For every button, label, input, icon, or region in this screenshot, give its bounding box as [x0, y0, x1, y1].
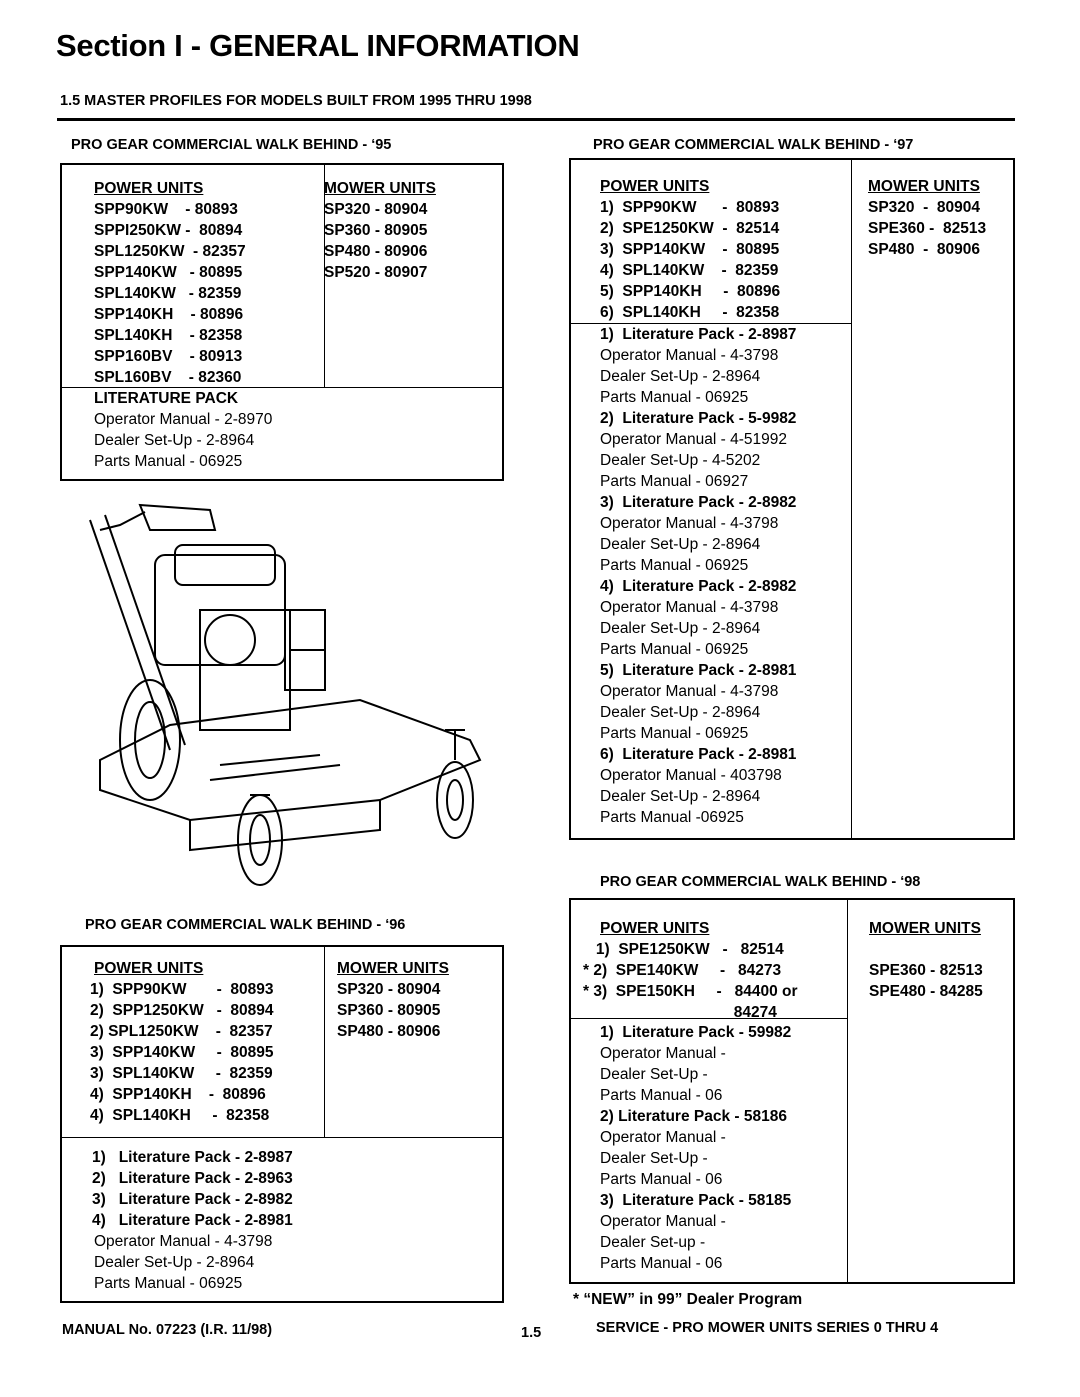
literature-item: Parts Manual - 06: [600, 1171, 723, 1188]
mower-unit-item: SP480 - 80906: [324, 243, 428, 260]
literature-item: Parts Manual - 06925: [94, 1275, 243, 1292]
mower-unit-item: SP320 - 80904: [337, 981, 441, 998]
page-title: Section I - GENERAL INFORMATION: [56, 28, 580, 63]
table-98: [569, 898, 1015, 1284]
literature-item: Dealer Set-Up - 4-5202: [600, 452, 761, 469]
power-units-list: [94, 199, 246, 388]
literature-item: Parts Manual -06925: [600, 809, 744, 826]
mower-units-list: [868, 197, 986, 260]
power-unit-item: 2) SPE1250KW - 82514: [600, 220, 780, 237]
literature-item: Dealer Set-Up - 2-8964: [94, 432, 255, 449]
literature-pack-item: 3) Literature Pack - 2-8982: [92, 1191, 293, 1208]
power-unit-item: 5) SPP140KH - 80896: [600, 283, 781, 300]
literature-item: Dealer Set-Up -: [600, 1150, 708, 1167]
power-units-header: POWER UNITS: [94, 180, 204, 197]
mower-unit-item: [869, 939, 983, 960]
new-program-note: * “NEW” in 99” Dealer Program: [573, 1291, 803, 1308]
literature-pack-item: 2) Literature Pack - 2-8963: [92, 1170, 293, 1187]
literature-pack-header: LITERATURE PACK: [94, 390, 239, 407]
power-unit-item: 2) SPL1250KW - 82357: [90, 1023, 273, 1040]
power-unit-item: 1) SPP90KW - 80893: [90, 981, 274, 998]
literature-item: 4) Literature Pack - 2-8982: [600, 578, 797, 595]
mower-unit-item: SPE360 - 82513: [868, 220, 987, 237]
power-unit-item: * 2) SPE140KW - 84273: [583, 962, 782, 979]
literature-item: Operator Manual - 403798: [600, 767, 782, 784]
mower-unit-item: SPE480 - 84285: [869, 983, 983, 1000]
literature-item: Parts Manual - 06: [600, 1255, 723, 1272]
literature-item: Parts Manual - 06925: [94, 453, 243, 470]
mower-units-header: MOWER UNITS: [869, 920, 981, 937]
heading-96: PRO GEAR COMMERCIAL WALK BEHIND - ‘96: [85, 917, 406, 933]
literature-item: 2) Literature Pack - 58186: [600, 1108, 787, 1125]
literature-item: 5) Literature Pack - 2-8981: [600, 662, 797, 679]
literature-item: Parts Manual - 06925: [600, 557, 749, 574]
literature-item: Operator Manual - 4-3798: [600, 515, 779, 532]
power-unit-item: SPL160BV - 82360: [94, 369, 242, 386]
page-number: 1.5: [521, 1325, 542, 1341]
literature-pack-list: [92, 1147, 293, 1231]
power-unit-item: 84274: [583, 1004, 777, 1021]
literature-item: Parts Manual - 06925: [600, 389, 749, 406]
literature-list: [94, 1231, 272, 1294]
mower-units-list: [869, 939, 983, 1002]
literature-list: [600, 1022, 791, 1274]
power-unit-item: SPL140KH - 82358: [94, 327, 243, 344]
power-unit-item: SPP90KW - 80893: [94, 201, 238, 218]
mower-unit-item: SP360 - 80905: [324, 222, 428, 239]
table-95: [60, 163, 504, 481]
mower-unit-item: SP320 - 80904: [324, 201, 428, 218]
mower-unit-item: SP480 - 80906: [868, 241, 981, 258]
power-units-list: [600, 197, 780, 323]
table-96: [60, 945, 504, 1303]
power-units-list: [583, 939, 798, 1023]
literature-item: 6) Literature Pack - 2-8981: [600, 746, 797, 763]
walk-behind-mower-illustration: [60, 500, 500, 890]
title-rule: [57, 118, 1015, 121]
power-unit-item: SPL1250KW - 82357: [94, 243, 246, 260]
power-unit-item: 3) SPP140KW - 80895: [90, 1044, 274, 1061]
power-unit-item: 2) SPP1250KW - 80894: [90, 1002, 274, 1019]
power-unit-item: SPPI250KW - 80894: [94, 222, 243, 239]
literature-item: Dealer Set-Up - 2-8964: [600, 536, 761, 553]
mower-units-header: MOWER UNITS: [324, 180, 436, 197]
mower-units-list: [324, 199, 427, 283]
power-units-header: POWER UNITS: [94, 960, 204, 977]
literature-item: Dealer Set-Up -: [600, 1066, 708, 1083]
mower-unit-item: SP320 - 80904: [868, 199, 981, 216]
power-unit-item: 4) SPL140KH - 82358: [90, 1107, 270, 1124]
literature-item: Parts Manual - 06: [600, 1087, 723, 1104]
power-units-list: [90, 979, 274, 1126]
power-unit-item: * 3) SPE150KH - 84400 or: [583, 983, 798, 1000]
literature-item: Operator Manual -: [600, 1045, 726, 1062]
power-unit-item: 4) SPP140KH - 80896: [90, 1086, 266, 1103]
literature-item: Operator Manual - 4-51992: [600, 431, 787, 448]
literature-item: Operator Manual - 4-3798: [600, 347, 779, 364]
power-units-header: POWER UNITS: [600, 178, 710, 195]
literature-item: Dealer Set-up -: [600, 1234, 706, 1251]
power-unit-item: SPP140KW - 80895: [94, 264, 243, 281]
literature-item: Parts Manual - 06927: [600, 473, 749, 490]
literature-item: 1) Literature Pack - 59982: [600, 1024, 792, 1041]
literature-item: Operator Manual -: [600, 1213, 726, 1230]
mower-units-header: MOWER UNITS: [337, 960, 449, 977]
mower-unit-item: SPE360 - 82513: [869, 962, 983, 979]
literature-item: Operator Manual -: [600, 1129, 726, 1146]
literature-item: Parts Manual - 06925: [600, 725, 749, 742]
service-series: SERVICE - PRO MOWER UNITS SERIES 0 THRU 4: [596, 1320, 939, 1336]
power-unit-item: SPP160BV - 80913: [94, 348, 243, 365]
mower-units-list: [337, 979, 440, 1042]
mower-unit-item: SP480 - 80906: [337, 1023, 441, 1040]
literature-item: Operator Manual - 4-3798: [94, 1233, 273, 1250]
literature-item: Operator Manual - 4-3798: [600, 599, 779, 616]
heading-95: PRO GEAR COMMERCIAL WALK BEHIND - ‘95: [71, 137, 392, 153]
literature-item: Dealer Set-Up - 2-8964: [600, 788, 761, 805]
literature-item: Dealer Set-Up - 2-8964: [94, 1254, 255, 1271]
literature-list: [94, 409, 272, 472]
manual-number: MANUAL No. 07223 (I.R. 11/98): [62, 1322, 273, 1338]
section-subtitle: 1.5 MASTER PROFILES FOR MODELS BUILT FROM 1995 THRU 1998: [60, 93, 532, 109]
power-unit-item: SPP140KH - 80896: [94, 306, 244, 323]
literature-list: [600, 324, 796, 828]
literature-item: Dealer Set-Up - 2-8964: [600, 704, 761, 721]
literature-item: 2) Literature Pack - 5-9982: [600, 410, 797, 427]
literature-item: 3) Literature Pack - 58185: [600, 1192, 792, 1209]
power-unit-item: SPL140KW - 82359: [94, 285, 242, 302]
literature-item: Parts Manual - 06925: [600, 641, 749, 658]
literature-item: Operator Manual - 4-3798: [600, 683, 779, 700]
power-unit-item: 6) SPL140KH - 82358: [600, 304, 780, 321]
power-unit-item: 4) SPL140KW - 82359: [600, 262, 779, 279]
power-unit-item: 1) SPE1250KW - 82514: [583, 941, 784, 958]
power-unit-item: 3) SPP140KW - 80895: [600, 241, 780, 258]
mower-unit-item: SP360 - 80905: [337, 1002, 441, 1019]
heading-98: PRO GEAR COMMERCIAL WALK BEHIND - ‘98: [600, 874, 921, 890]
literature-item: 3) Literature Pack - 2-8982: [600, 494, 797, 511]
table-97: [569, 158, 1015, 840]
literature-pack-item: 4) Literature Pack - 2-8981: [92, 1212, 293, 1229]
literature-item: Dealer Set-Up - 2-8964: [600, 368, 761, 385]
mower-unit-item: SP520 - 80907: [324, 264, 428, 281]
literature-item: Operator Manual - 2-8970: [94, 411, 273, 428]
power-unit-item: 1) SPP90KW - 80893: [600, 199, 780, 216]
literature-item: Dealer Set-Up - 2-8964: [600, 620, 761, 637]
literature-item: 1) Literature Pack - 2-8987: [600, 326, 797, 343]
power-unit-item: 3) SPL140KW - 82359: [90, 1065, 273, 1082]
literature-pack-item: 1) Literature Pack - 2-8987: [92, 1149, 293, 1166]
mower-units-header: MOWER UNITS: [868, 178, 980, 195]
power-units-header: POWER UNITS: [600, 920, 710, 937]
heading-97: PRO GEAR COMMERCIAL WALK BEHIND - ‘97: [593, 137, 914, 153]
